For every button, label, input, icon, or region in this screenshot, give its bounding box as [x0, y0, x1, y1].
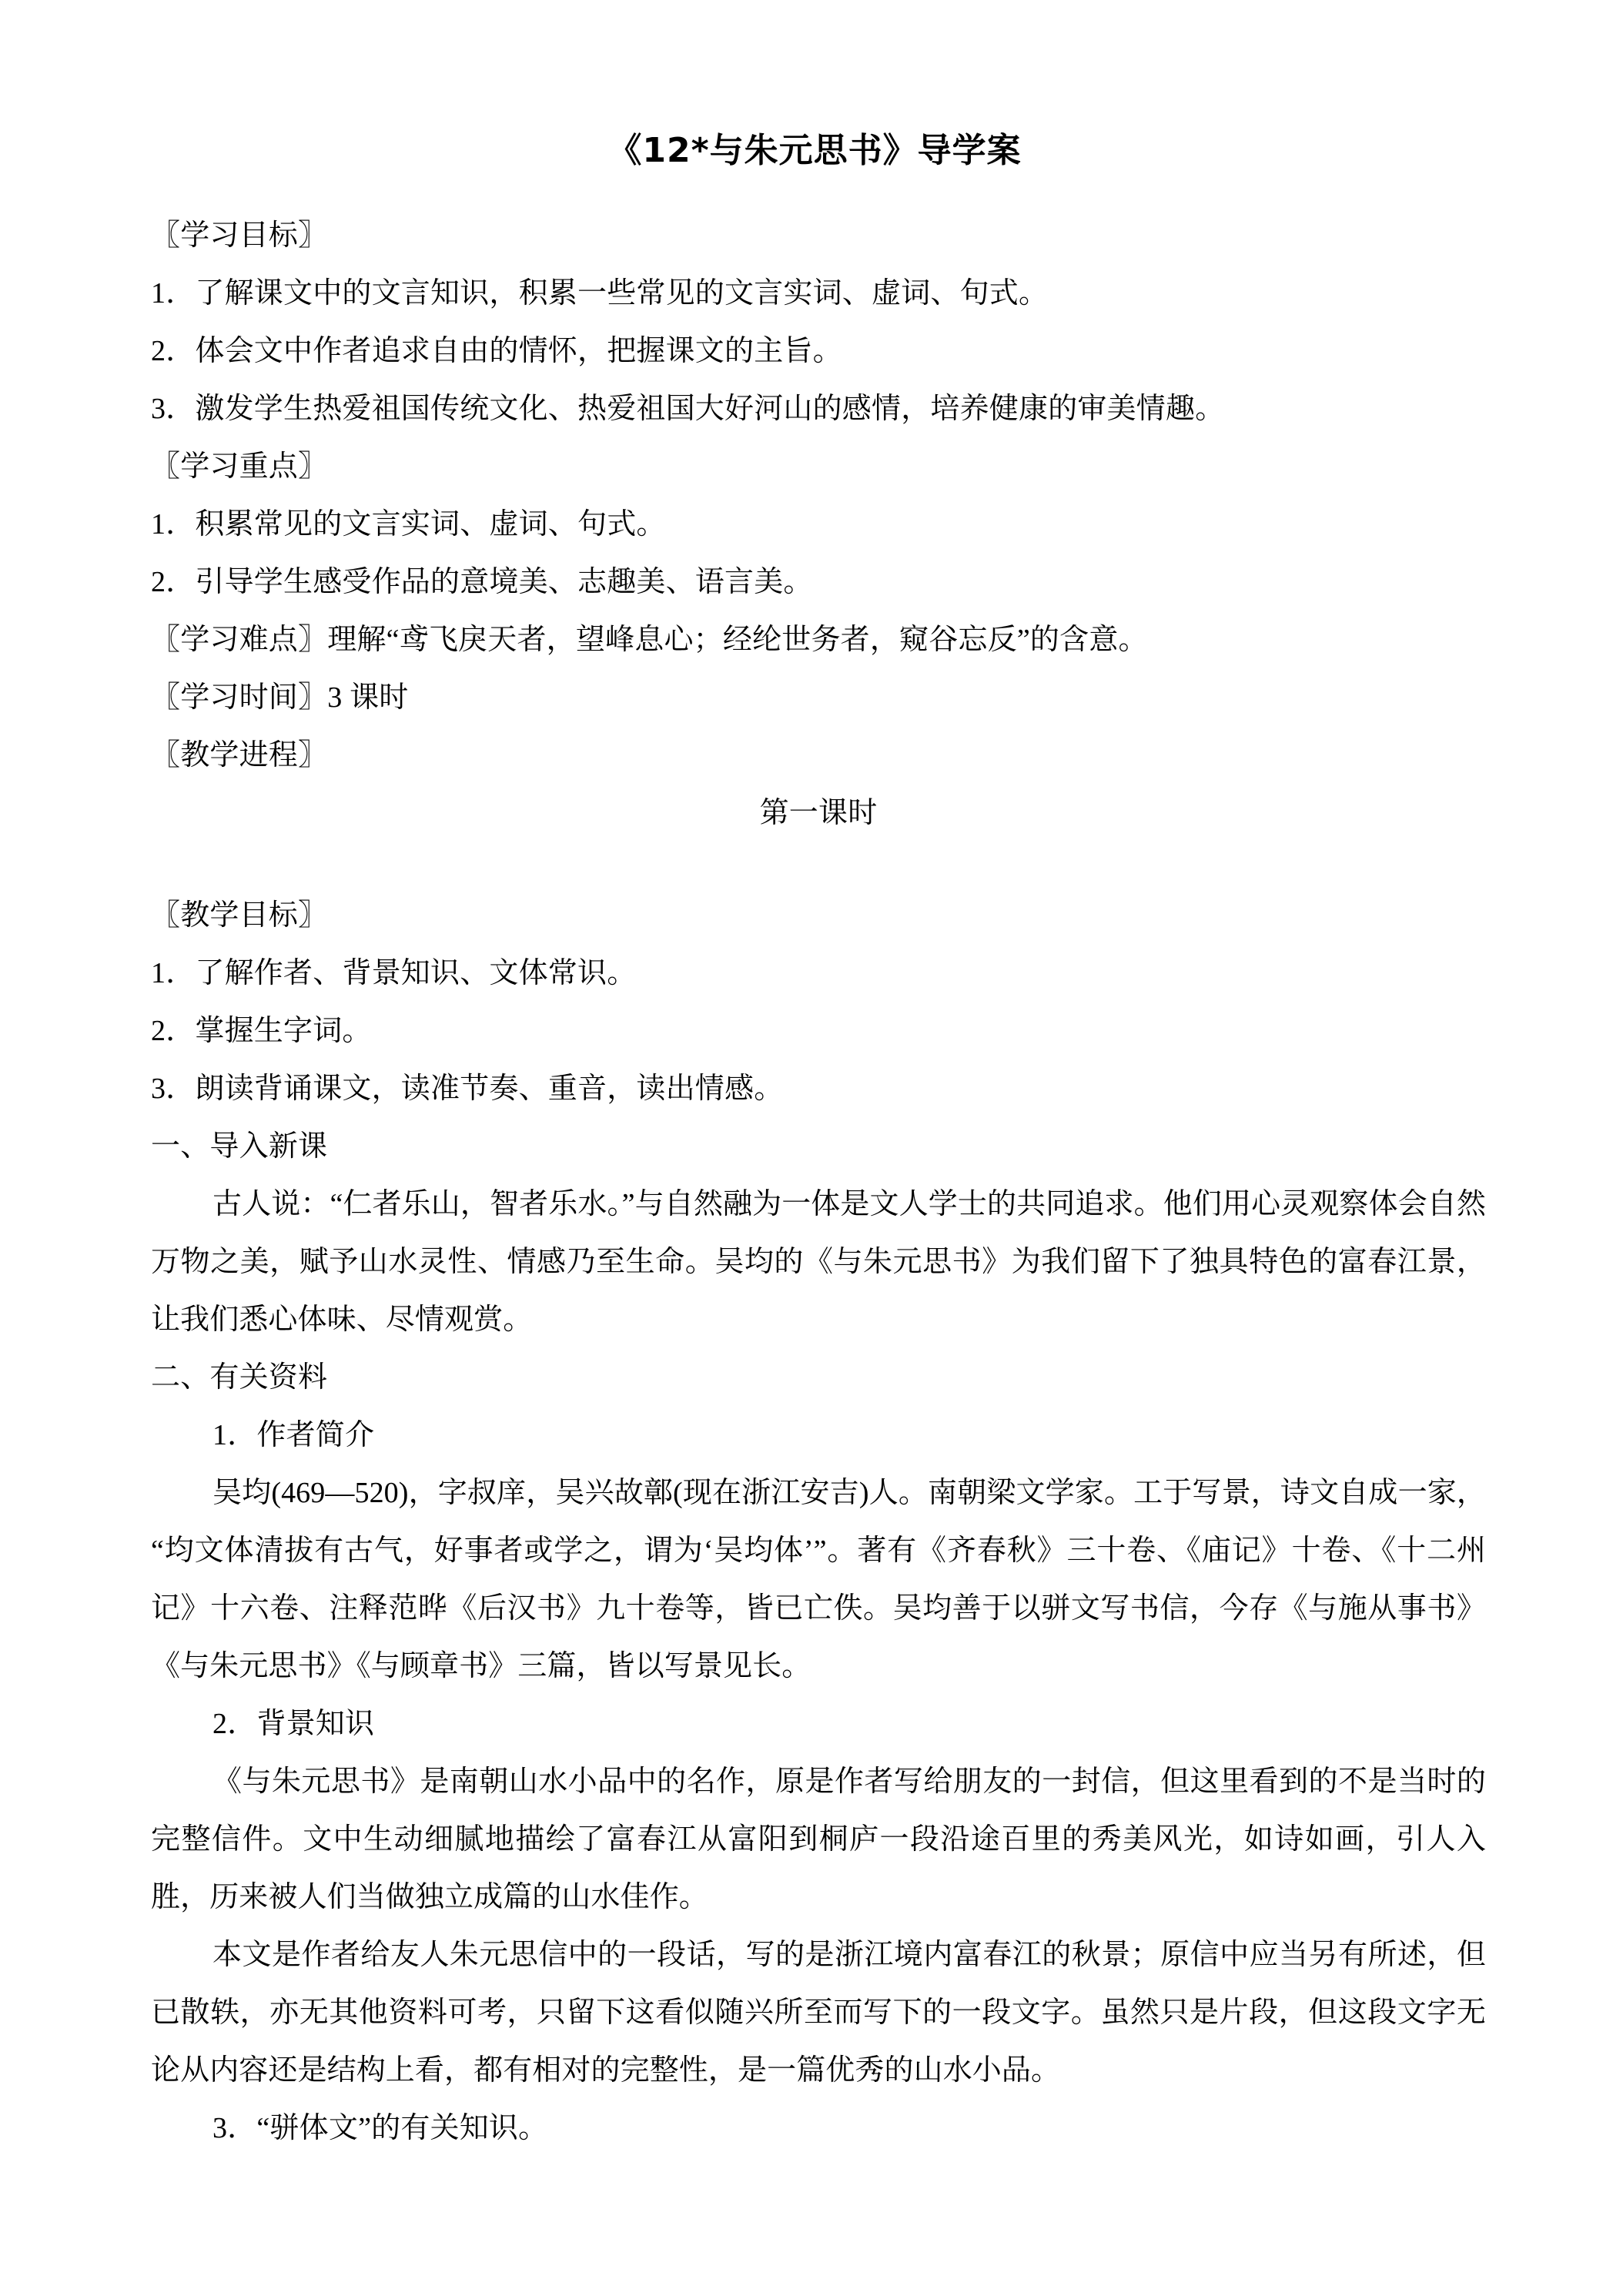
learning-key-point-item-2: 2．引导学生感受作品的意境美、志趣美、语言美。: [151, 565, 813, 598]
teaching-process-heading: 〖教学进程〗: [151, 738, 328, 771]
learning-key-points-heading: 〖学习重点〗: [151, 450, 328, 483]
background-paragraph-1: 《与朱元思书》是南朝山水小品中的名作，原是作者写给朋友的一封信，但这里看到的不是当时的完整信件。文中生动细腻地描绘了富春江从富阳到桐庐一段沿途百里的秀美风光，如诗如画，引人入胜，历来被人们当做独立成篇的山水佳作。: [151, 1765, 1486, 1913]
learning-objective-item-3: 3．激发学生热爱祖国传统文化、热爱祖国大好河山的感情，培养健康的审美情趣。: [151, 392, 1225, 425]
learning-difficulty-line: 〖学习难点〗理解“鸢飞戾天者，望峰息心；经纶世务者，窥谷忘反”的含意。: [151, 623, 1148, 656]
learning-time-line: 〖学习时间〗3 课时: [151, 681, 409, 714]
teaching-objective-item-1: 1．了解作者、背景知识、文体常识。: [151, 956, 637, 989]
section-spacer: [151, 842, 1486, 887]
teaching-objectives-heading: 〖教学目标〗: [151, 899, 328, 932]
page-title: 《12*与朱元思书》导学案: [607, 131, 1022, 170]
part-two-heading: 二、有关资料: [151, 1361, 328, 1394]
background-knowledge-heading: 2．背景知识: [212, 1707, 375, 1740]
learning-key-point-item-1: 1．积累常见的文言实词、虚词、句式。: [151, 507, 666, 541]
part-one-paragraph: 古人说：“仁者乐山，智者乐水。”与自然融为一体是文人学士的共同追求。他们用心灵观察体会自然万物之美，赋予山水灵性、情感乃至生命。吴均的《与朱元思书》为我们留下了独具特色的富春江景，让我们悉心体味、尽情观赏。: [151, 1187, 1486, 1336]
learning-objective-item-1: 1．了解课文中的文言知识，积累一些常见的文言实词、虚词、句式。: [151, 276, 1049, 310]
lesson-period-label: 第一课时: [759, 796, 878, 829]
background-paragraph-2: 本文是作者给友人朱元思信中的一段话，写的是浙江境内富春江的秋景；原信中应当另有所述，但已散轶，亦无其他资料可考，只留下这看似随兴所至而写下的一段文字。虽然只是片段，但这段文字无论从内容还是结构上看，都有相对的完整性，是一篇优秀的山水小品。: [151, 1938, 1486, 2087]
part-one-heading: 一、导入新课: [151, 1130, 328, 1163]
learning-objectives-heading: 〖学习目标〗: [151, 219, 328, 252]
pianti-wen-heading: 3．“骈体文”的有关知识。: [212, 2111, 548, 2144]
author-intro-heading: 1．作者简介: [212, 1418, 375, 1451]
learning-objective-item-2: 2．体会文中作者追求自由的情怀，把握课文的主旨。: [151, 334, 842, 367]
author-intro-paragraph: 吴均(469—520)，字叔庠，吴兴故鄣(现在浙江安吉)人。南朝梁文学家。工于写景，诗文自成一家，“均文体清拔有古气，好事者或学之，谓为‘吴均体’”。著有《齐春秋》三十卷、《庙记》十卷、《十二州记》十六卷、注释范晔《后汉书》九十卷等，皆已亡佚。吴均善于以骈文写书信，今存《与施从事书》《与朱元思书》《与顾章书》三篇，皆以写景见长。: [151, 1476, 1486, 1682]
teaching-objective-item-3: 3．朗读背诵课文，读准节奏、重音，读出情感。: [151, 1072, 784, 1105]
teaching-objective-item-2: 2．掌握生字词。: [151, 1014, 372, 1047]
